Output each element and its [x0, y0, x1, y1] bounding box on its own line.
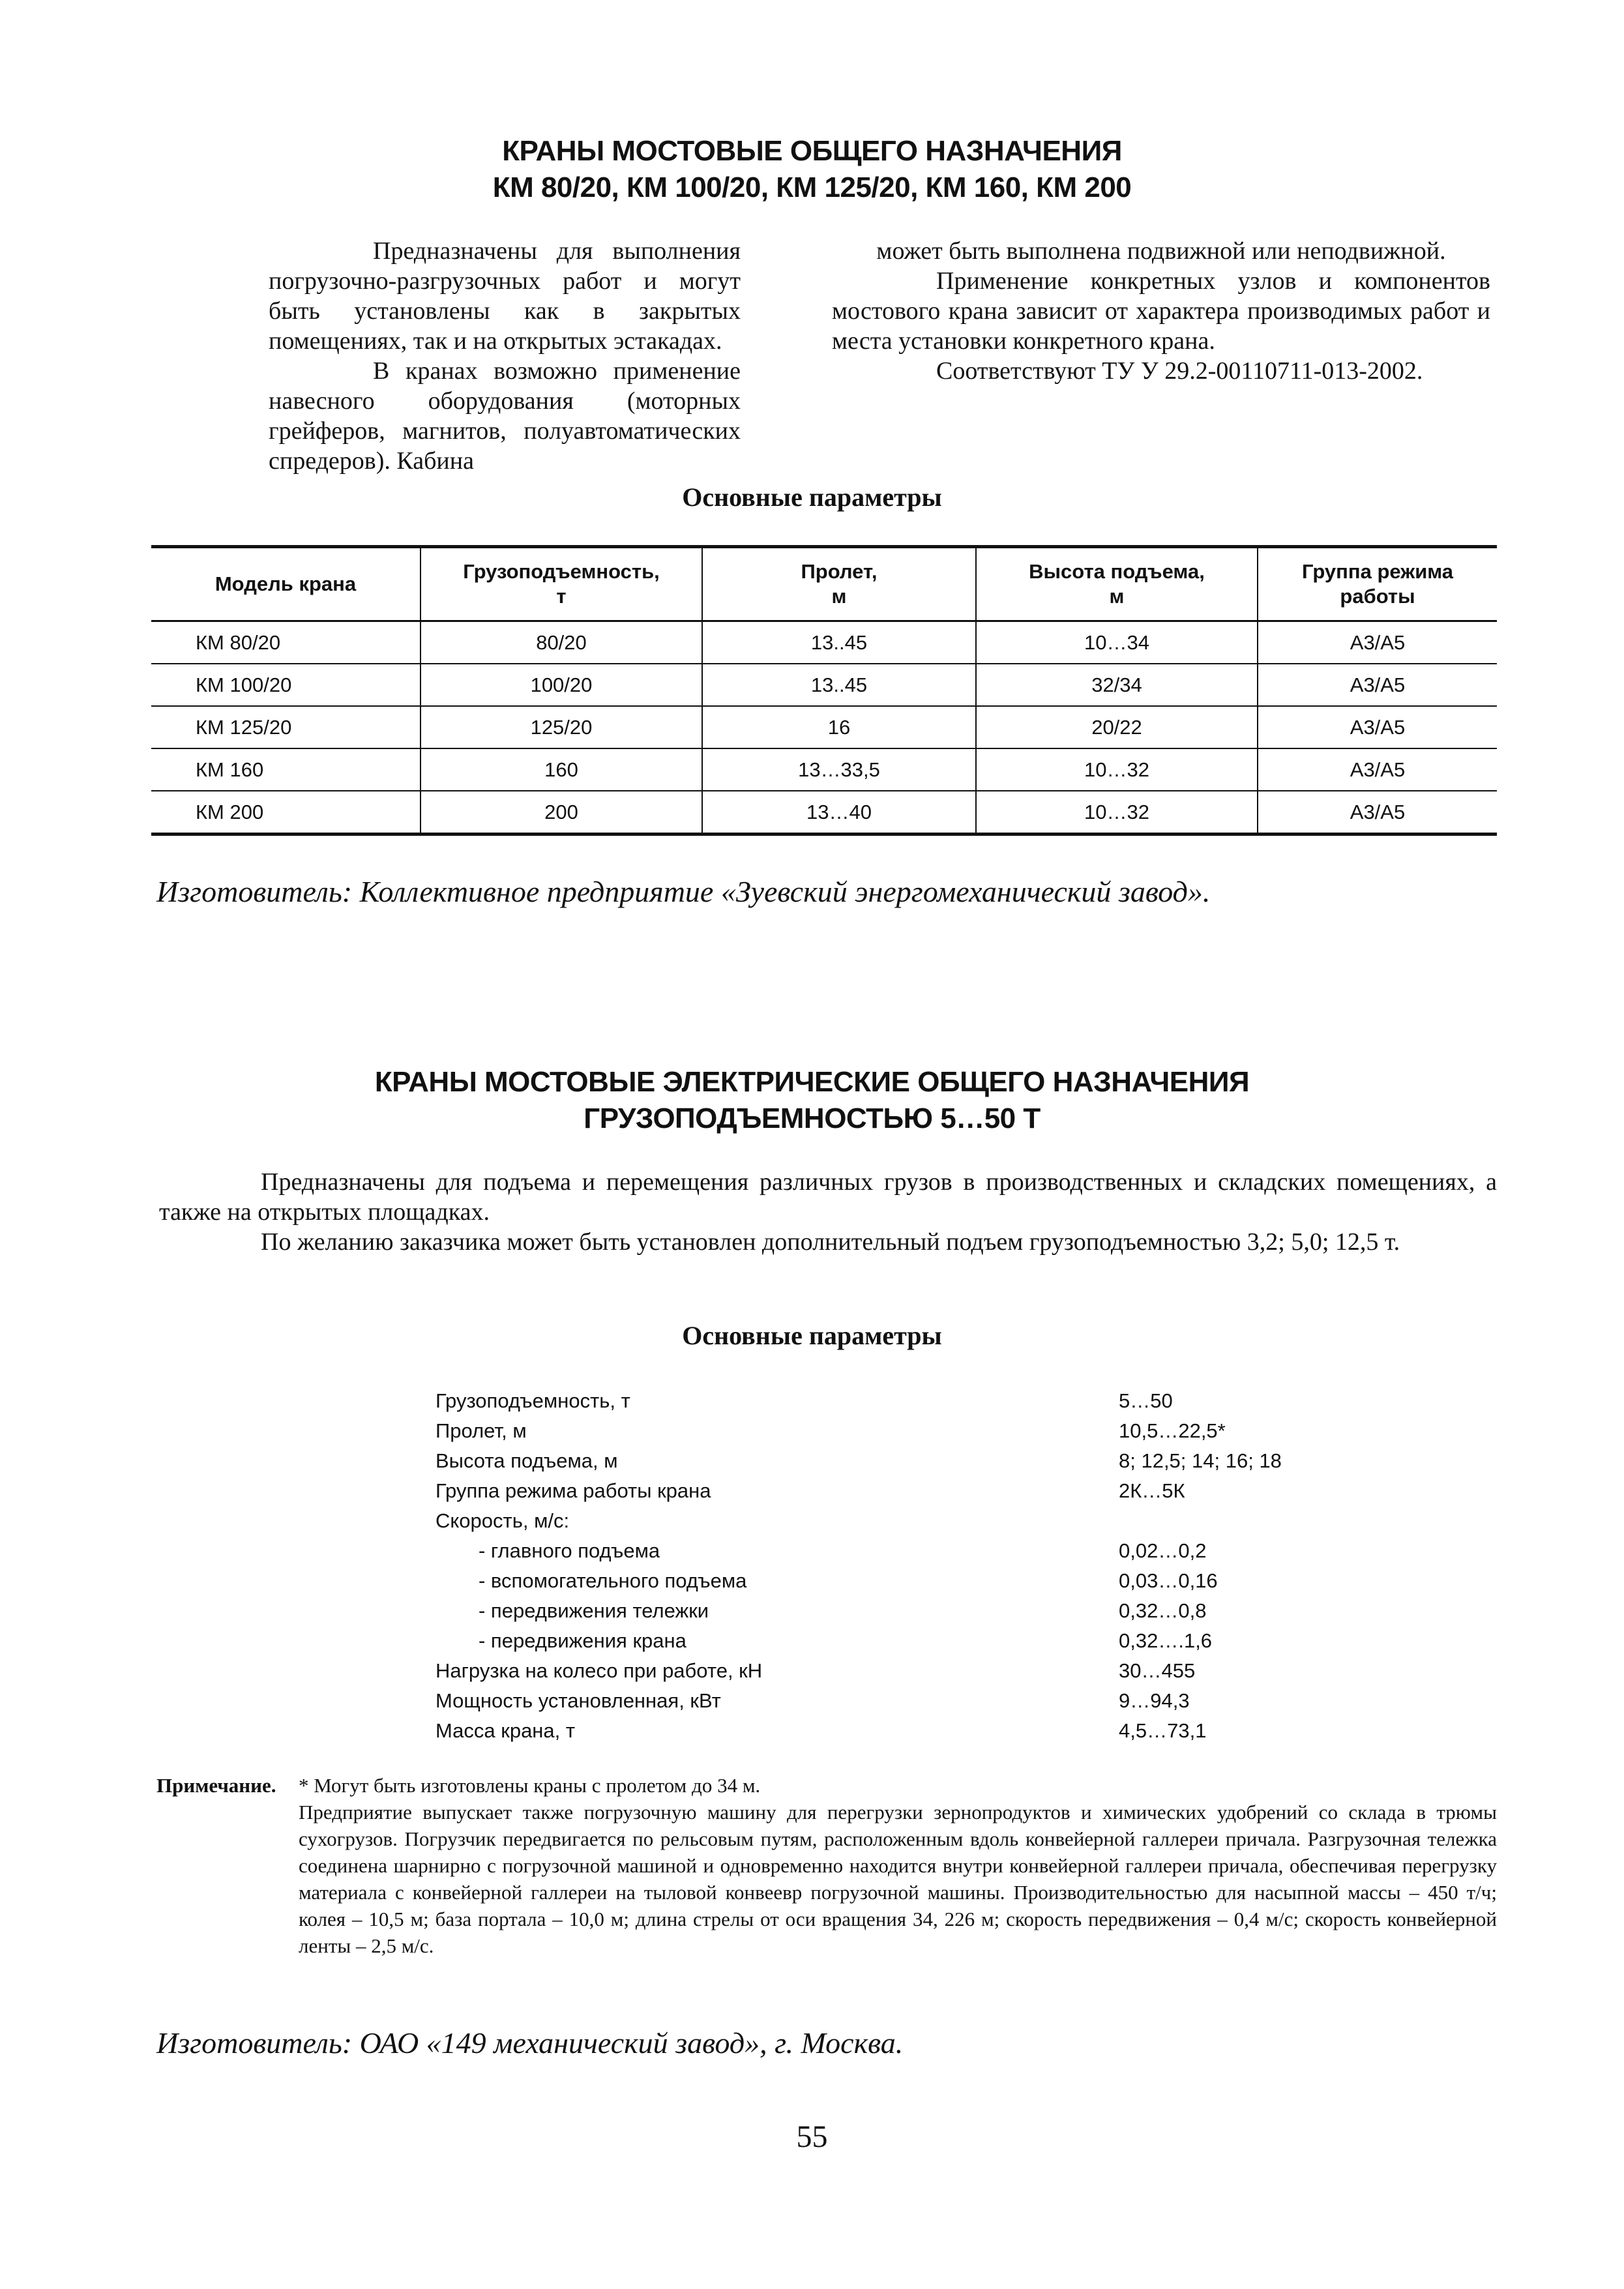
page-number: 55 — [796, 2119, 828, 2154]
param-row — [436, 1536, 1348, 1566]
table-cell: 125/20 — [421, 706, 702, 748]
section2-manufacturer: Изготовитель: ОАО «149 механический завод», г. Москва. — [156, 2026, 904, 2060]
param-value: 2К…5К — [1119, 1479, 1185, 1502]
param-row — [436, 1476, 1348, 1506]
table-cell: А3/А5 — [1258, 621, 1497, 664]
section1-paragraph: В кранах возможно применение навесного оборудования (моторных грейферов, магнитов, полуавтоматических спредеров). Кабина — [269, 357, 741, 475]
table-cell: КМ 125/20 — [151, 706, 421, 748]
crane-models-table — [151, 545, 1497, 836]
section1-paragraph: Предназначены для выполнения погрузочно-разгрузочных работ и могут быть установлены как в закрытых помещениях, так и на открытых эстакадах. — [269, 237, 741, 355]
param-value: 0,02…0,2 — [1119, 1539, 1207, 1562]
param-value: 0,32….1,6 — [1119, 1629, 1213, 1652]
param-value: 5…50 — [1119, 1389, 1173, 1412]
parameters-list — [436, 1386, 1348, 1746]
param-row — [436, 1656, 1348, 1686]
param-value: 8; 12,5; 14; 16; 18 — [1119, 1449, 1282, 1472]
table-header-row — [151, 547, 1497, 621]
param-value: 30…455 — [1119, 1659, 1196, 1682]
section2-paragraph: По желанию заказчика может быть установлен дополнительный подъем грузоподъемностью 3,2; 5,0; 12,5 т. — [261, 1228, 1400, 1256]
param-row — [436, 1506, 1348, 1536]
table-row — [151, 791, 1497, 834]
section1-title-line2: КМ 80/20, КМ 100/20, КМ 125/20, КМ 160, КМ 200 — [492, 171, 1132, 203]
param-label: Пролет, м — [436, 1419, 527, 1442]
table-cell: 13…33,5 — [702, 748, 976, 791]
table-cell: А3/А5 — [1258, 791, 1497, 834]
param-row — [436, 1446, 1348, 1476]
section1-subtitle: Основные параметры — [682, 482, 942, 512]
param-label: Скорость, м/с: — [436, 1509, 570, 1532]
param-value: 0,03…0,16 — [1119, 1569, 1218, 1592]
param-label: - вспомогательного подъема — [479, 1569, 747, 1592]
table-cell: КМ 160 — [151, 748, 421, 791]
table-cell: 13…40 — [702, 791, 976, 834]
note-line: Предприятие выпускает также погрузочную машину для перегрузки зернопродуктов и химических удобрений со склада в трюмы сухогрузов. Погрузчик передвигается по рельсовым путям, расположенным вдоль конвейерной галлереи причала. Разгрузочная тележка соединена шарнирно с погрузочной машиной и одновременно находится внутри конвейерной галлереи причала, обеспечивая перегрузку материала с конвейерной галлереи на тыловой конвеевр погрузочной машины. Производительностью для насыпной массы – 450 т/ч; колея – 10,5 м; база портала – 10,0 м; длина стрелы от оси вращения 34, 226 м; скорость передвижения – 0,4 м/с; скорость конвейерной ленты – 2,5 м/с. — [299, 1801, 1497, 1957]
param-value: 10,5…22,5* — [1119, 1419, 1226, 1442]
table-cell: А3/А5 — [1258, 706, 1497, 748]
section1-title-line1: КРАНЫ МОСТОВЫЕ ОБЩЕГО НАЗНАЧЕНИЯ — [502, 135, 1122, 167]
table-cell: 10…32 — [976, 748, 1258, 791]
table-cell: 32/34 — [976, 664, 1258, 706]
table-cell: 200 — [421, 791, 702, 834]
section2-title-line2: ГРУЗОПОДЪЕМНОСТЬЮ 5…50 Т — [583, 1102, 1041, 1134]
table-cell: 13..45 — [702, 621, 976, 664]
section1-paragraph: Применение конкретных узлов и компонентов мостового крана зависит от характера производимых работ и места установки конкретного крана. — [832, 267, 1490, 355]
param-row — [436, 1596, 1348, 1626]
param-row — [436, 1416, 1348, 1446]
section2-title-line1: КРАНЫ МОСТОВЫЕ ЭЛЕКТРИЧЕСКИЕ ОБЩЕГО НАЗНАЧЕНИЯ — [374, 1066, 1250, 1098]
param-label: Группа режима работы крана — [436, 1479, 711, 1502]
header-model: Модель крана — [151, 547, 421, 621]
section1-right-column — [832, 236, 1490, 386]
header-duty-group: Группа режима работы — [1258, 547, 1497, 621]
param-label: Нагрузка на колесо при работе, кН — [436, 1659, 763, 1682]
param-row — [436, 1386, 1348, 1416]
table-row — [151, 621, 1497, 664]
param-row — [436, 1686, 1348, 1716]
header-height: Высота подъема, м — [976, 547, 1258, 621]
param-row — [436, 1566, 1348, 1596]
table-cell: КМ 100/20 — [151, 664, 421, 706]
section1-paragraph: Соответствуют ТУ У 29.2-00110711-013-2002. — [936, 357, 1423, 385]
param-row — [436, 1626, 1348, 1656]
section2-body — [159, 1167, 1497, 1257]
table-cell: 13..45 — [702, 664, 976, 706]
table-row — [151, 748, 1497, 791]
param-label: Масса крана, т — [436, 1719, 576, 1742]
header-capacity: Грузоподъемность, т — [421, 547, 702, 621]
section2-subtitle: Основные параметры — [682, 1321, 942, 1350]
param-label: - главного подъема — [479, 1539, 660, 1562]
table-cell: 160 — [421, 748, 702, 791]
table-cell: 10…34 — [976, 621, 1258, 664]
param-label: - передвижения крана — [479, 1629, 687, 1652]
section1-manufacturer: Изготовитель: Коллективное предприятие «Зуевский энергомеханический завод». — [156, 875, 1211, 908]
param-label: Грузоподъемность, т — [436, 1389, 630, 1412]
param-row — [436, 1716, 1348, 1746]
param-label: Высота подъема, м — [436, 1449, 618, 1472]
param-value: 4,5…73,1 — [1119, 1719, 1207, 1742]
section1-title — [0, 133, 1624, 206]
table-row — [151, 706, 1497, 748]
table-cell: КМ 200 — [151, 791, 421, 834]
section1-left-column — [269, 236, 741, 476]
param-value: 9…94,3 — [1119, 1689, 1190, 1712]
table-cell: 100/20 — [421, 664, 702, 706]
table-cell: 10…32 — [976, 791, 1258, 834]
table-cell: КМ 80/20 — [151, 621, 421, 664]
section1-paragraph: может быть выполнена подвижной или неподвижной. — [876, 237, 1446, 265]
table-cell: 16 — [702, 706, 976, 748]
section2-paragraph: Предназначены для подъема и перемещения различных грузов в производственных и складских помещениях, а также на открытых площадках. — [159, 1168, 1497, 1226]
table-row — [151, 664, 1497, 706]
table-cell: А3/А5 — [1258, 664, 1497, 706]
param-label: - передвижения тележки — [479, 1599, 709, 1622]
note-line: * Могут быть изготовлены краны с пролетом до 34 м. — [299, 1774, 761, 1797]
header-span: Пролет, м — [702, 547, 976, 621]
note-label: Примечание. — [156, 1774, 276, 1797]
param-label: Мощность установленная, кВт — [436, 1689, 721, 1712]
table-cell: А3/А5 — [1258, 748, 1497, 791]
table-cell: 80/20 — [421, 621, 702, 664]
section2-title — [0, 1064, 1624, 1137]
table-cell: 20/22 — [976, 706, 1258, 748]
param-value: 0,32…0,8 — [1119, 1599, 1207, 1622]
note-body — [299, 1772, 1497, 1959]
